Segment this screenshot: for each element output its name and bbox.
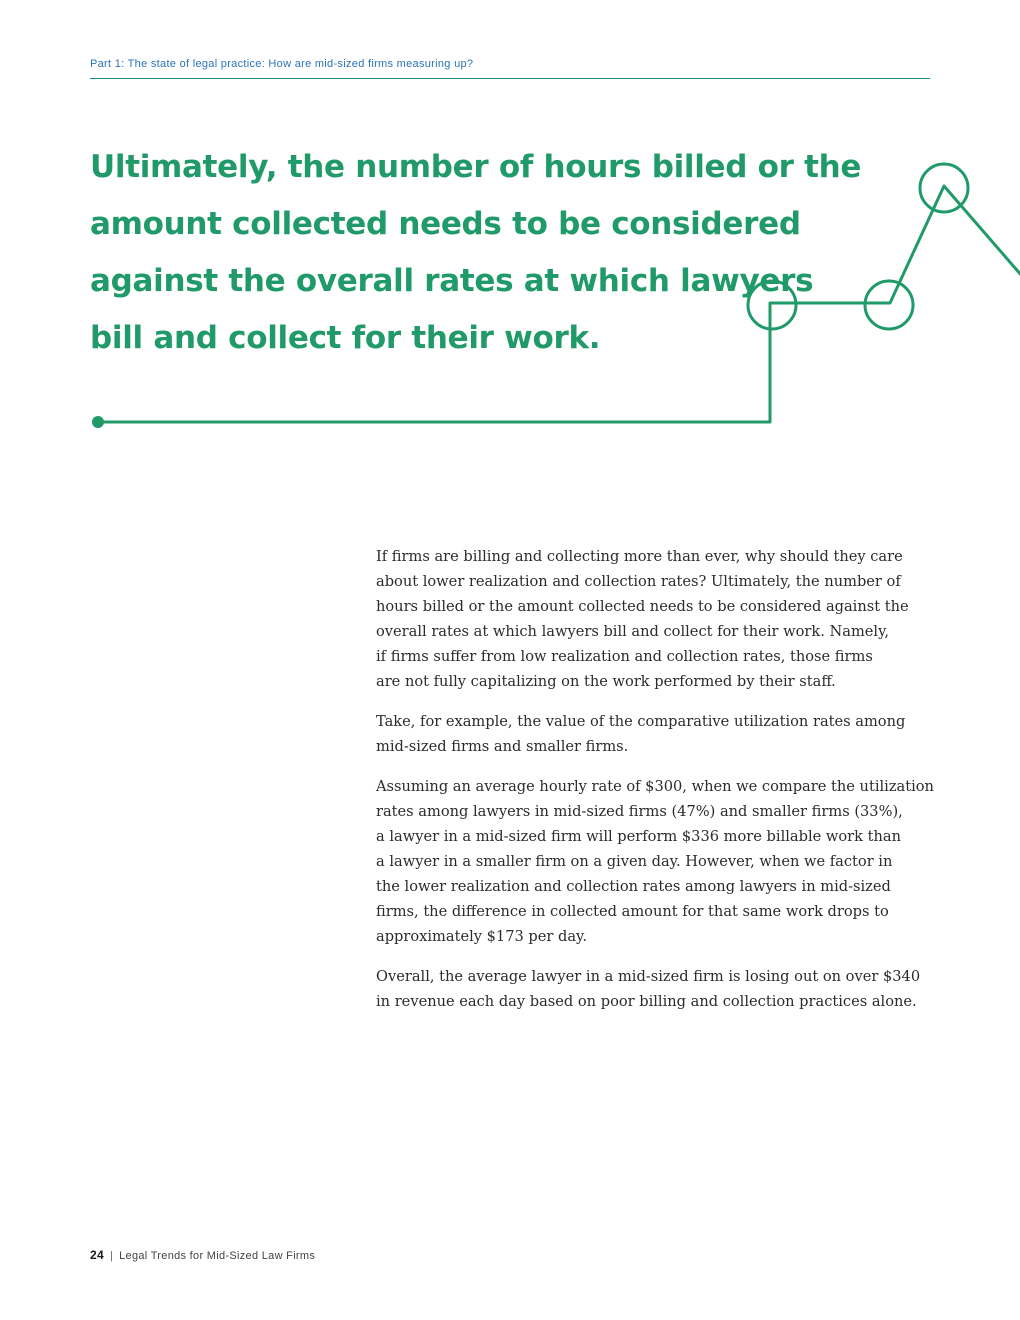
line-chart-graphic-icon bbox=[0, 0, 1020, 460]
body-paragraph bbox=[376, 964, 936, 1014]
footer-separator: | bbox=[109, 1250, 114, 1262]
text-line: approximately $173 per day. bbox=[376, 928, 587, 945]
text-line: about lower realization and collection rates? Ultimately, the number of bbox=[376, 573, 901, 590]
body-text bbox=[376, 544, 936, 1029]
text-line: If firms are billing and collecting more than ever, why should they care bbox=[376, 548, 903, 565]
text-line: are not fully capitalizing on the work performed by their staff. bbox=[376, 673, 836, 690]
decorative-start-dot bbox=[92, 416, 104, 428]
decorative-trend-line bbox=[98, 186, 1020, 422]
body-paragraph bbox=[376, 709, 936, 759]
text-line: Assuming an average hourly rate of $300, when we compare the utilization bbox=[376, 778, 934, 795]
pull-quote-line: amount collected needs to be considered bbox=[90, 206, 801, 242]
publication-title: Legal Trends for Mid-Sized Law Firms bbox=[119, 1250, 316, 1262]
text-line: Take, for example, the value of the comparative utilization rates among bbox=[376, 713, 906, 730]
text-line: in revenue each day based on poor billing and collection practices alone. bbox=[376, 993, 917, 1010]
text-line: rates among lawyers in mid-sized firms (47%) and smaller firms (33%), bbox=[376, 803, 903, 820]
text-line: a lawyer in a mid-sized firm will perform $336 more billable work than bbox=[376, 828, 901, 845]
pull-quote-line: Ultimately, the number of hours billed or the bbox=[90, 149, 862, 185]
text-line: hours billed or the amount collected needs to be considered against the bbox=[376, 598, 909, 615]
text-line: Overall, the average lawyer in a mid-sized firm is losing out on over $340 bbox=[376, 968, 921, 985]
decorative-node-circle bbox=[748, 281, 796, 329]
text-line: if firms suffer from low realization and collection rates, those firms bbox=[376, 648, 873, 665]
text-line: firms, the difference in collected amount for that same work drops to bbox=[376, 903, 889, 920]
pull-quote-line: bill and collect for their work. bbox=[90, 320, 601, 356]
body-paragraph bbox=[376, 544, 936, 694]
text-line: the lower realization and collection rates among lawyers in mid-sized bbox=[376, 878, 891, 895]
pull-quote-line: against the overall rates at which lawyers bbox=[90, 263, 814, 299]
body-paragraph bbox=[376, 774, 936, 949]
decorative-node-circle bbox=[865, 281, 913, 329]
text-line: mid-sized firms and smaller firms. bbox=[376, 738, 629, 755]
running-header: Part 1: The state of legal practice: How are mid-sized firms measuring up? bbox=[90, 58, 474, 70]
text-line: a lawyer in a smaller firm on a given day. However, when we factor in bbox=[376, 853, 893, 870]
text-line: overall rates at which lawyers bill and collect for their work. Namely, bbox=[376, 623, 890, 640]
page-number: 24 bbox=[90, 1248, 104, 1262]
page-footer bbox=[90, 1248, 315, 1262]
